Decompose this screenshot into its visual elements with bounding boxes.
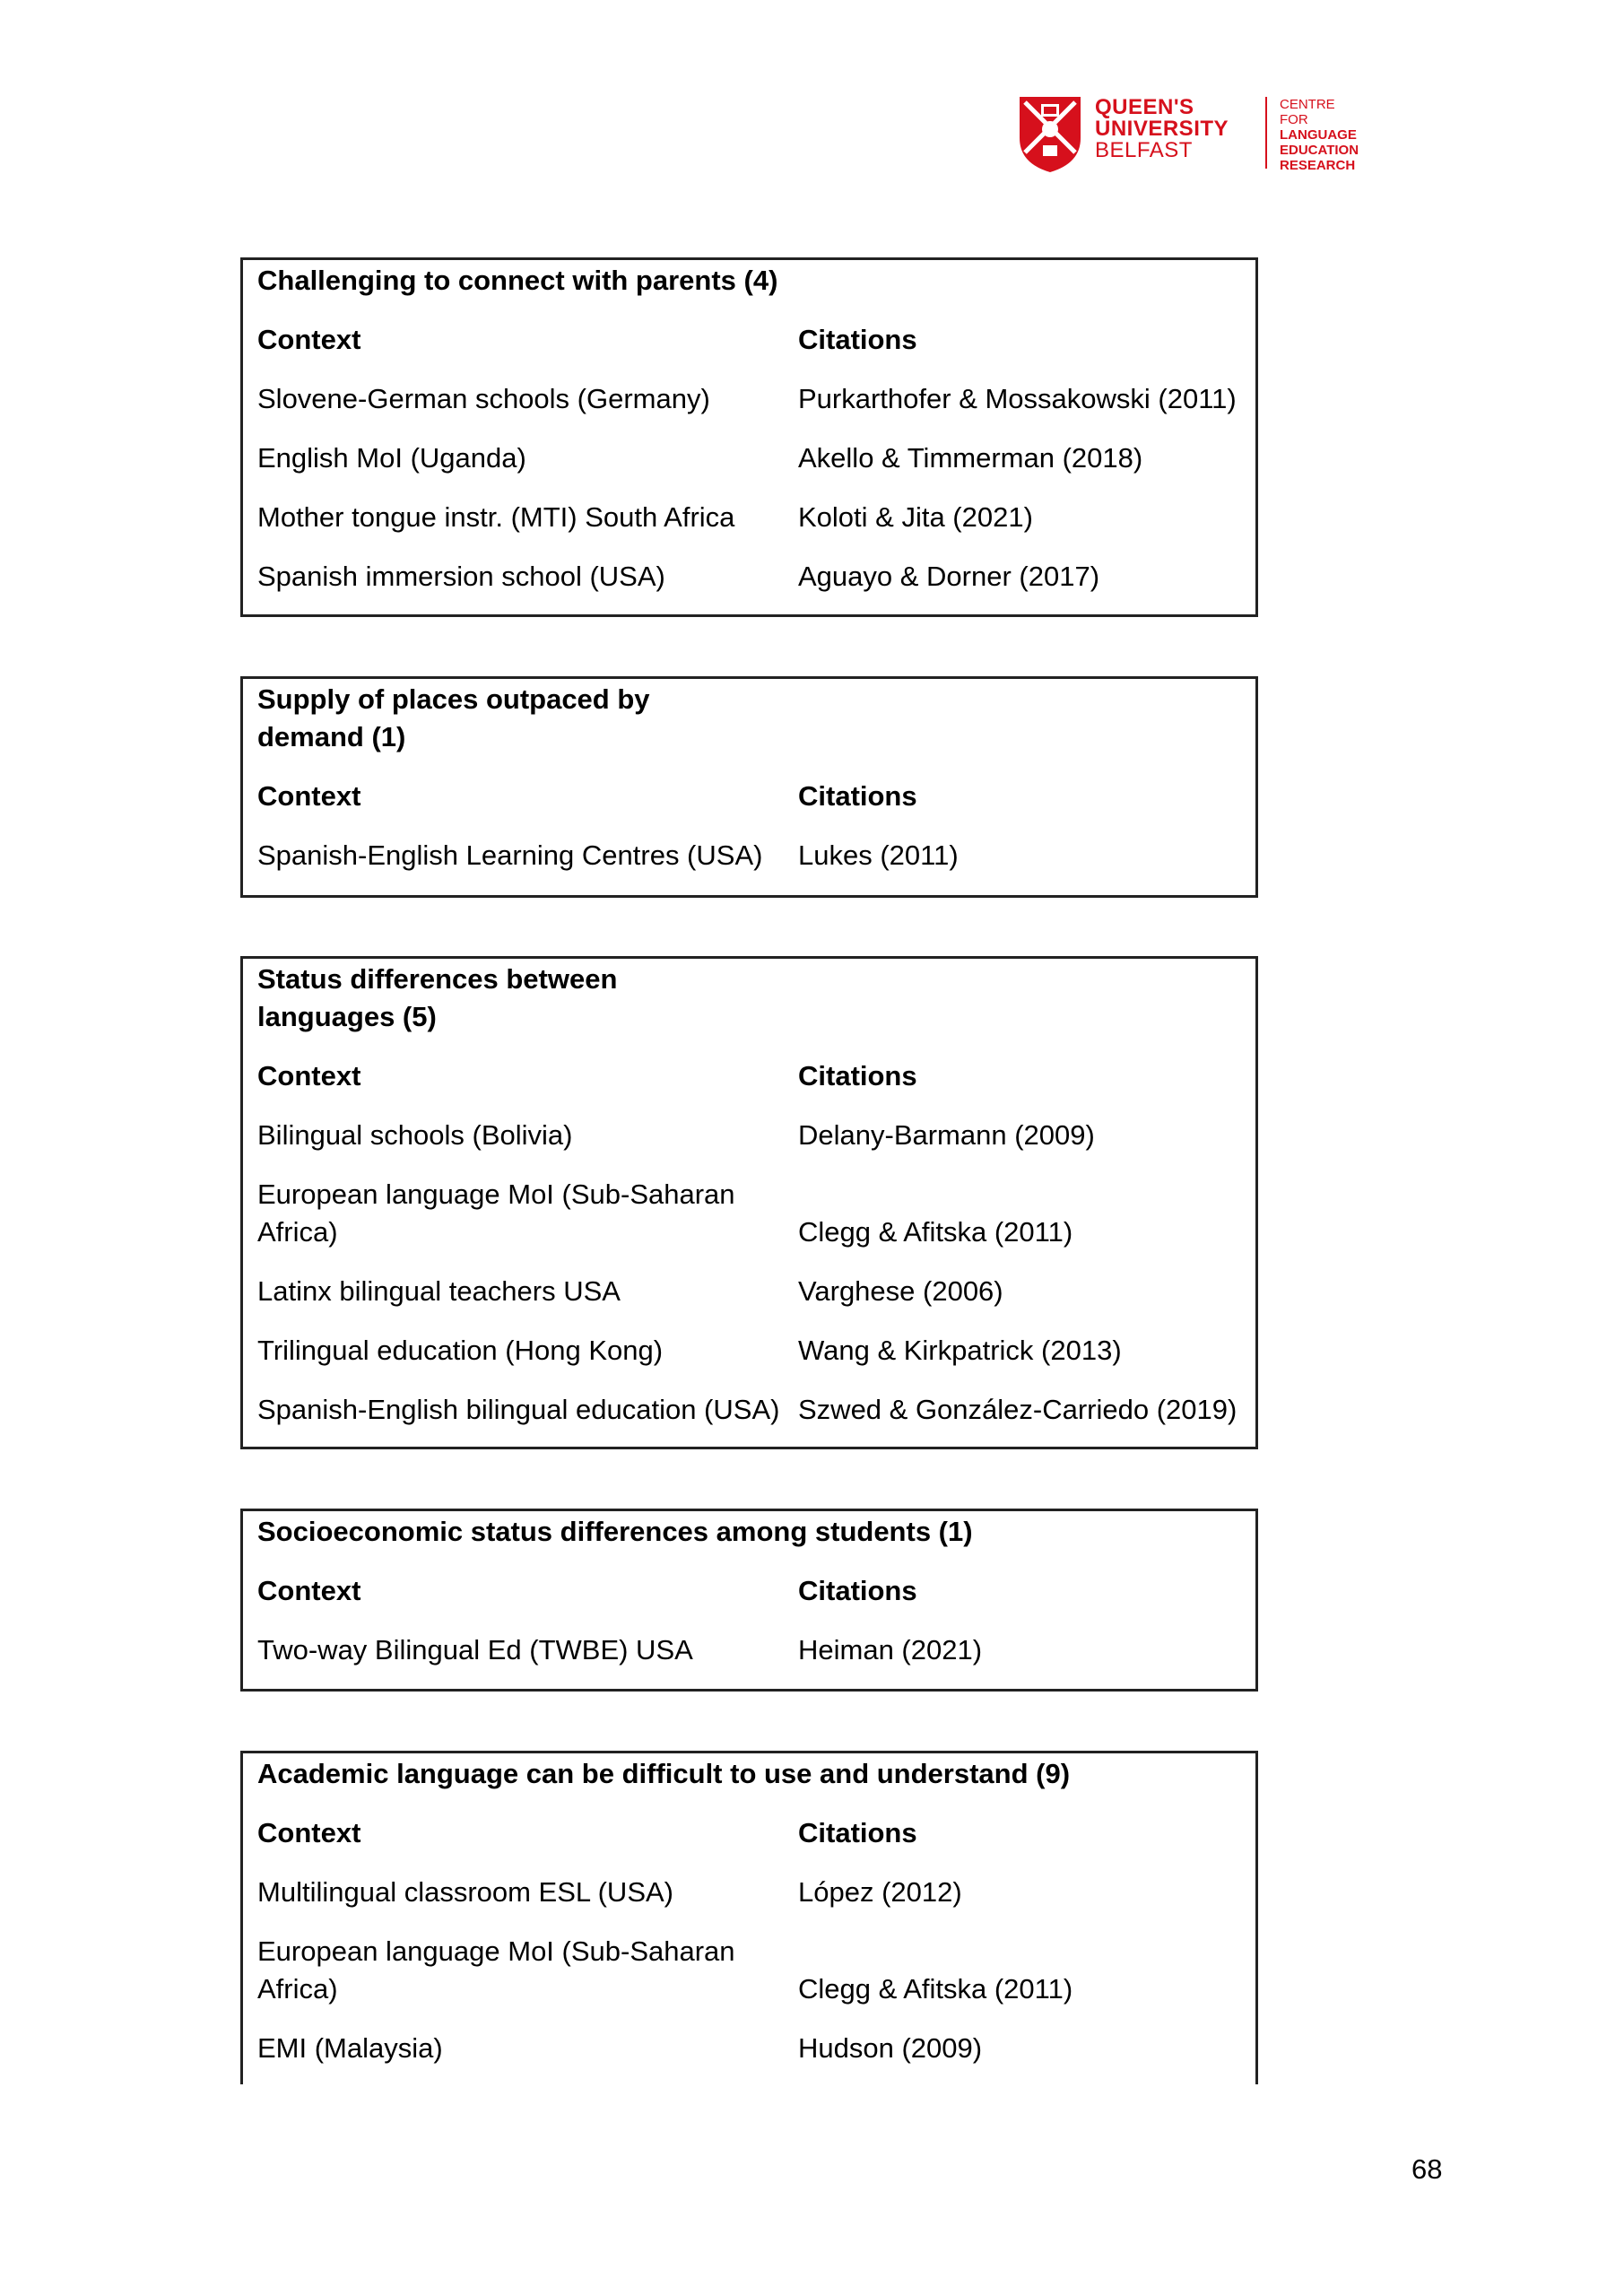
table-row	[257, 380, 1243, 418]
citation-cell: Heiman (2021)	[798, 1634, 983, 1665]
theme-table	[240, 956, 1258, 1449]
context-cell: Spanish-English bilingual education (USA)	[257, 1394, 780, 1425]
table-row	[257, 1332, 1243, 1370]
university-name	[1095, 97, 1229, 161]
citations-header: Citations	[798, 324, 917, 355]
logo-line-3: BELFAST	[1095, 138, 1193, 162]
table-row	[257, 1631, 1243, 1669]
table-title: Socioeconomic status differences among students (1)	[257, 1516, 973, 1547]
centre-line-2: LANGUAGE	[1280, 127, 1357, 143]
context-cell: Two-way Bilingual Ed (TWBE) USA	[257, 1634, 693, 1665]
citations-header: Citations	[798, 1575, 917, 1606]
logo-line-2: UNIVERSITY	[1095, 117, 1229, 141]
context-cell: Bilingual schools (Bolivia)	[257, 1119, 573, 1151]
table-row	[257, 1273, 1243, 1310]
context-cell: Mother tongue instr. (MTI) South Africa	[257, 501, 735, 533]
theme-table	[240, 257, 1258, 617]
citation-cell: Akello & Timmerman (2018)	[798, 442, 1143, 474]
citation-cell: Purkarthofer & Mossakowski (2011)	[798, 383, 1237, 414]
citation-cell: Lukes (2011)	[798, 839, 959, 871]
table-row	[257, 499, 1243, 536]
context-cell: European language MoI (Sub-Saharan Africa)	[257, 1178, 735, 1248]
university-logo	[1016, 93, 1361, 174]
citation-cell: Aguayo & Dorner (2017)	[798, 561, 1100, 592]
citations-header: Citations	[798, 780, 917, 812]
citation-cell: Delany-Barmann (2009)	[798, 1119, 1095, 1151]
theme-table	[240, 1751, 1258, 2084]
table-row	[257, 2030, 1243, 2067]
context-cell: Trilingual education (Hong Kong)	[257, 1335, 664, 1366]
context-cell: Slovene-German schools (Germany)	[257, 383, 710, 414]
logo-line-1: QUEEN'S	[1095, 95, 1194, 119]
table-header-row	[257, 1057, 1243, 1095]
context-cell: European language MoI (Sub-Saharan Africa)	[257, 1935, 735, 2005]
context-cell: EMI (Malaysia)	[257, 2032, 443, 2064]
table-row	[257, 1117, 1243, 1154]
table-title: Challenging to connect with parents (4)	[257, 265, 778, 296]
table-title: Status differences between languages (5)	[257, 963, 618, 1032]
table-header-row	[257, 778, 1243, 815]
table-row	[257, 439, 1243, 477]
table-title: Academic language can be difficult to use and understand (9)	[257, 1758, 1071, 1789]
citation-cell: Varghese (2006)	[798, 1275, 1003, 1307]
citations-header: Citations	[798, 1817, 917, 1848]
page-number: 68	[1411, 2153, 1443, 2185]
citations-header: Citations	[798, 1060, 917, 1091]
citation-cell: Wang & Kirkpatrick (2013)	[798, 1335, 1122, 1366]
citation-cell: Clegg & Afitska (2011)	[798, 1973, 1073, 2005]
table-row	[257, 1391, 1243, 1429]
table-row	[257, 837, 1243, 874]
theme-table	[240, 676, 1258, 898]
context-header: Context	[257, 1575, 361, 1606]
table-header-row	[257, 321, 1243, 359]
table-header-row	[257, 1572, 1243, 1610]
context-cell: Spanish immersion school (USA)	[257, 561, 665, 592]
centre-line-1: CENTRE FOR	[1280, 97, 1335, 127]
university-crest-icon	[1016, 93, 1084, 174]
context-cell: Spanish-English Learning Centres (USA)	[257, 839, 763, 871]
citation-cell: Koloti & Jita (2021)	[798, 501, 1033, 533]
table-header-row	[257, 1814, 1243, 1852]
centre-line-4: RESEARCH	[1280, 158, 1356, 173]
citation-cell: Hudson (2009)	[798, 2032, 983, 2064]
citation-cell: Szwed & González-Carriedo (2019)	[798, 1394, 1238, 1425]
centre-line-3: EDUCATION	[1280, 143, 1359, 158]
logo-divider	[1265, 97, 1267, 169]
context-header: Context	[257, 780, 361, 812]
centre-name	[1280, 97, 1361, 173]
context-header: Context	[257, 1060, 361, 1091]
table-row	[257, 558, 1243, 596]
citation-cell: López (2012)	[798, 1876, 962, 1908]
citation-cell: Clegg & Afitska (2011)	[798, 1216, 1073, 1248]
context-header: Context	[257, 324, 361, 355]
context-cell: English MoI (Uganda)	[257, 442, 526, 474]
table-title: Supply of places outpaced by demand (1)	[257, 683, 650, 752]
context-cell: Latinx bilingual teachers USA	[257, 1275, 621, 1307]
table-row	[257, 1874, 1243, 1911]
context-cell: Multilingual classroom ESL (USA)	[257, 1876, 674, 1908]
context-header: Context	[257, 1817, 361, 1848]
table-row	[257, 1933, 1243, 2008]
theme-table	[240, 1509, 1258, 1692]
table-row	[257, 1176, 1243, 1251]
